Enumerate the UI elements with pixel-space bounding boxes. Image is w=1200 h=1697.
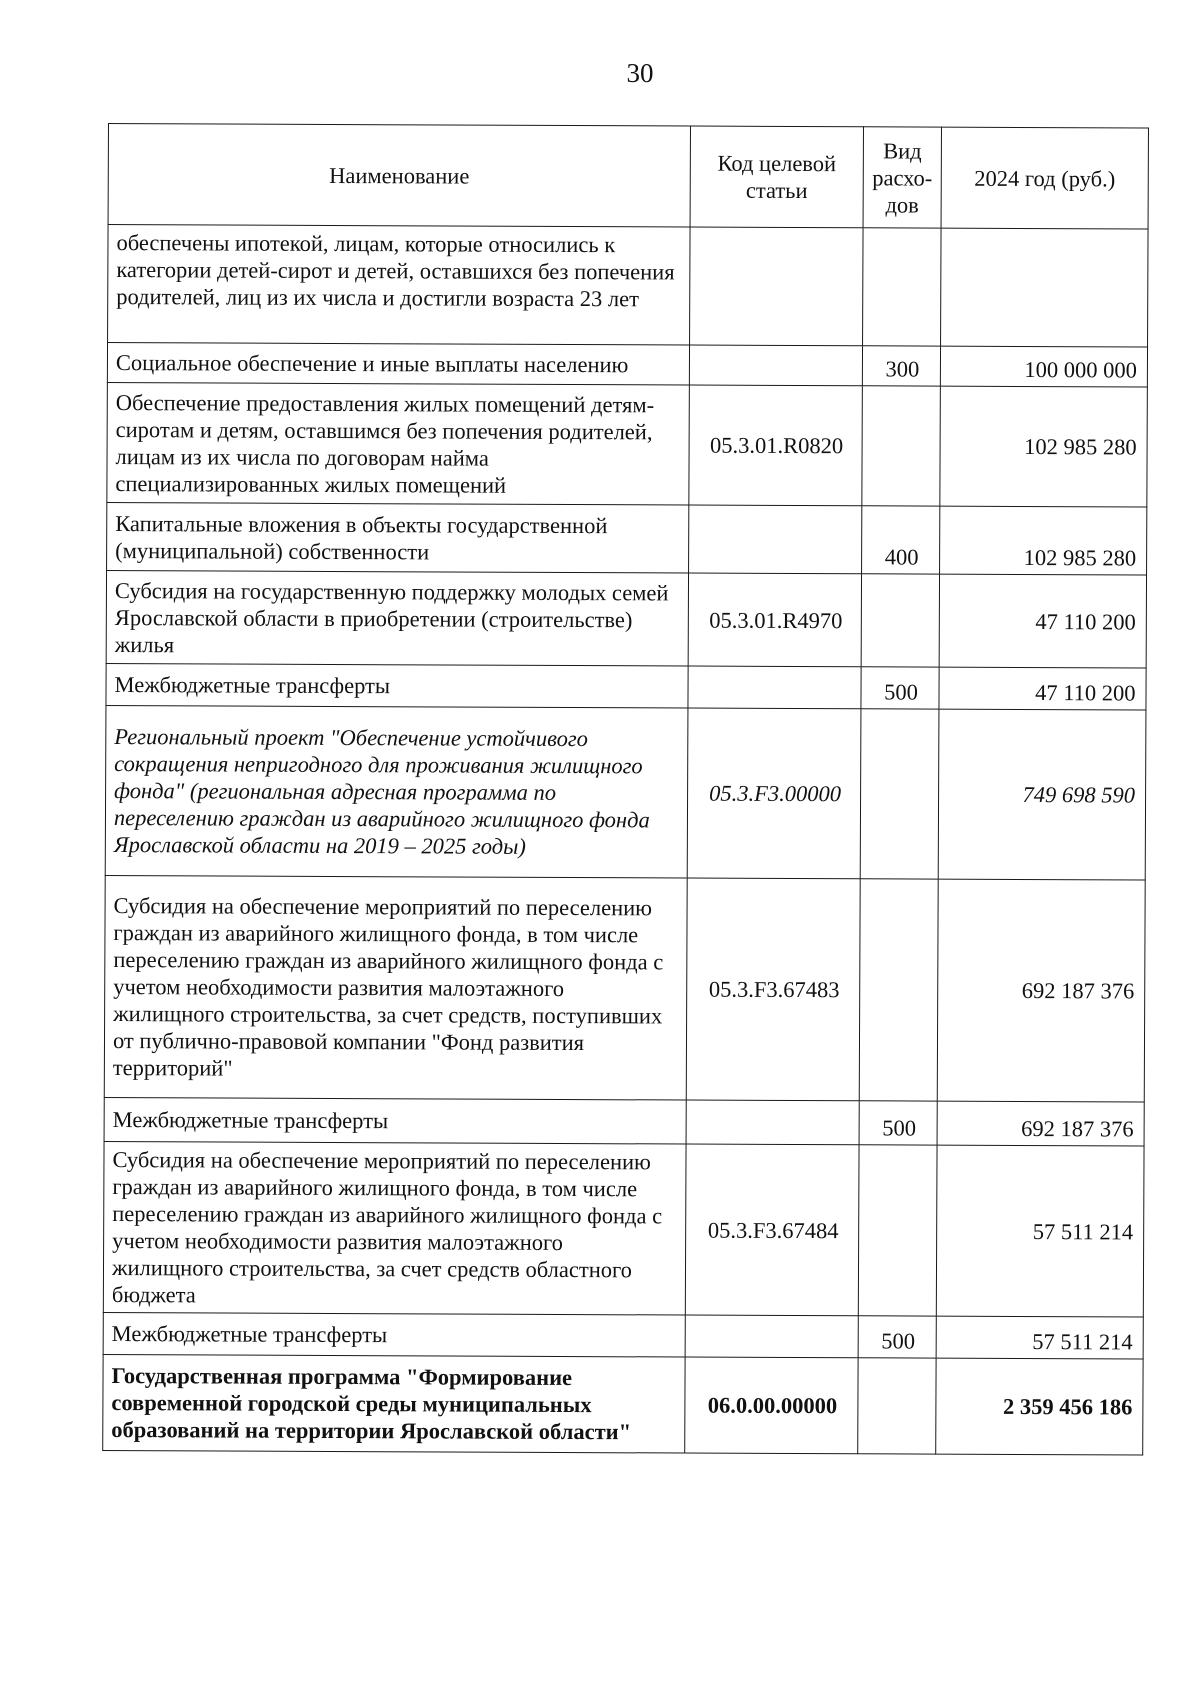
table-row	[103, 1354, 1143, 1455]
table-row	[103, 1312, 1143, 1359]
table-row	[106, 570, 1146, 668]
row-kind-cell	[858, 1145, 937, 1316]
row-name-cell: Межбюджетные трансферты	[104, 1097, 686, 1144]
header-code: Код целевой статьи	[690, 126, 863, 228]
row-sum-cell: 47 110 200	[939, 574, 1146, 668]
row-kind-cell	[861, 574, 939, 667]
header-kind: Вид расхо-дов	[863, 127, 941, 228]
row-kind-cell: 500	[861, 667, 939, 709]
table-row	[104, 875, 1145, 1102]
table-row	[103, 1141, 1144, 1317]
table-row	[106, 663, 1146, 710]
row-kind-cell	[859, 879, 938, 1101]
row-code-cell: 05.3.01.R4970	[688, 573, 861, 667]
row-name-cell: Субсидия на обеспечение мероприятий по переселению граждан из аварийного жилищного фонда, в том числе переселению граждан из аварийного жилищного фонда с учетом необходимости развития малоэтажного жилищного строительства, за счет средств областного бюджета	[103, 1141, 686, 1315]
row-code-cell	[685, 1315, 858, 1358]
row-code-cell: 05.3.01.R0820	[689, 385, 863, 506]
row-code-cell: 05.3.F3.67484	[685, 1144, 859, 1316]
row-code-cell: 05.3.F3.67483	[686, 878, 860, 1101]
page-number: 30	[626, 58, 654, 88]
row-name-cell: обеспечены ипотекой, лицам, которые относились к категории детей-сирот и детей, оставшихся без попечения родителей, лиц из их числа и достигли возраста 23 лет	[108, 225, 691, 346]
row-name-cell: Обеспечение предоставления жилых помещений детям-сиротам и детям, оставшимся без попечения родителей, лицам из их числа по договорам найма специализированных жилых помещений	[107, 382, 690, 505]
row-kind-cell	[862, 386, 941, 506]
row-sum-cell: 57 511 214	[936, 1316, 1143, 1359]
row-name-cell: Межбюджетные трансферты	[106, 663, 688, 708]
row-kind-cell	[860, 709, 939, 879]
row-sum-cell: 692 187 376	[937, 879, 1145, 1102]
row-sum-cell: 102 985 280	[940, 506, 1147, 575]
row-name-cell: Субсидия на государственную поддержку молодых семей Ярославской области в приобретении (строительстве) жилья	[106, 570, 688, 666]
row-code-cell	[689, 345, 862, 386]
row-sum-cell: 100 000 000	[940, 346, 1147, 387]
row-sum-cell: 692 187 376	[937, 1101, 1144, 1146]
row-name-cell: Социальное обеспечение и иные выплаты населению	[107, 343, 689, 386]
row-name-cell: Государственная программа "Формирование современной городской среды муниципальных образований на территории Ярославской области"	[103, 1354, 685, 1453]
row-kind-cell	[858, 1358, 936, 1454]
row-kind-cell: 300	[862, 346, 940, 386]
row-sum-cell: 47 110 200	[939, 667, 1146, 710]
table-row	[104, 1097, 1144, 1146]
header-sum: 2024 год (руб.)	[941, 127, 1148, 229]
row-code-cell: 06.0.00.00000	[685, 1357, 858, 1454]
table-row	[107, 502, 1147, 575]
row-code-cell	[688, 666, 861, 709]
row-code-cell	[686, 1100, 859, 1145]
row-kind-cell: 400	[862, 506, 940, 574]
row-name-cell: Региональный проект "Обеспечение устойчивого сокращения непригодного для проживания жилищного фонда" (региональная адресная программа по переселению граждан из аварийного жилищного фонда Ярославской области на 2019 – 2025 годы)	[105, 705, 688, 878]
row-kind-cell: 500	[858, 1316, 936, 1358]
row-name-cell: Субсидия на обеспечение мероприятий по переселению граждан из аварийного жилищного фонда, в том числе переселению граждан из аварийного жилищного фонда с учетом необходимости развития малоэтажного жилищного строительства, за счет средств, поступивших от публично-правовой компании "Фонд развития территорий"	[104, 875, 687, 1100]
table-body	[103, 225, 1148, 1456]
row-name-cell: Межбюджетные трансферты	[103, 1312, 685, 1357]
table-header-row	[108, 124, 1148, 230]
table-row	[107, 343, 1147, 388]
budget-table	[102, 123, 1149, 1456]
row-kind-cell	[863, 228, 942, 346]
row-sum-cell: 2 359 456 186	[936, 1358, 1143, 1455]
row-sum-cell: 749 698 590	[938, 709, 1146, 880]
table-row	[107, 382, 1148, 507]
row-code-cell: 05.3.F3.00000	[687, 708, 861, 879]
header-name: Наименование	[108, 124, 690, 228]
row-code-cell	[689, 505, 862, 574]
row-sum-cell: 57 511 214	[936, 1145, 1144, 1317]
table-row	[105, 705, 1146, 880]
row-code-cell	[690, 227, 864, 346]
row-name-cell: Капитальные вложения в объекты государственной (муниципальной) собственности	[107, 502, 689, 573]
row-kind-cell: 500	[859, 1101, 937, 1145]
row-sum-cell: 102 985 280	[940, 386, 1148, 507]
row-sum-cell	[941, 228, 1149, 347]
table-row	[108, 225, 1149, 348]
